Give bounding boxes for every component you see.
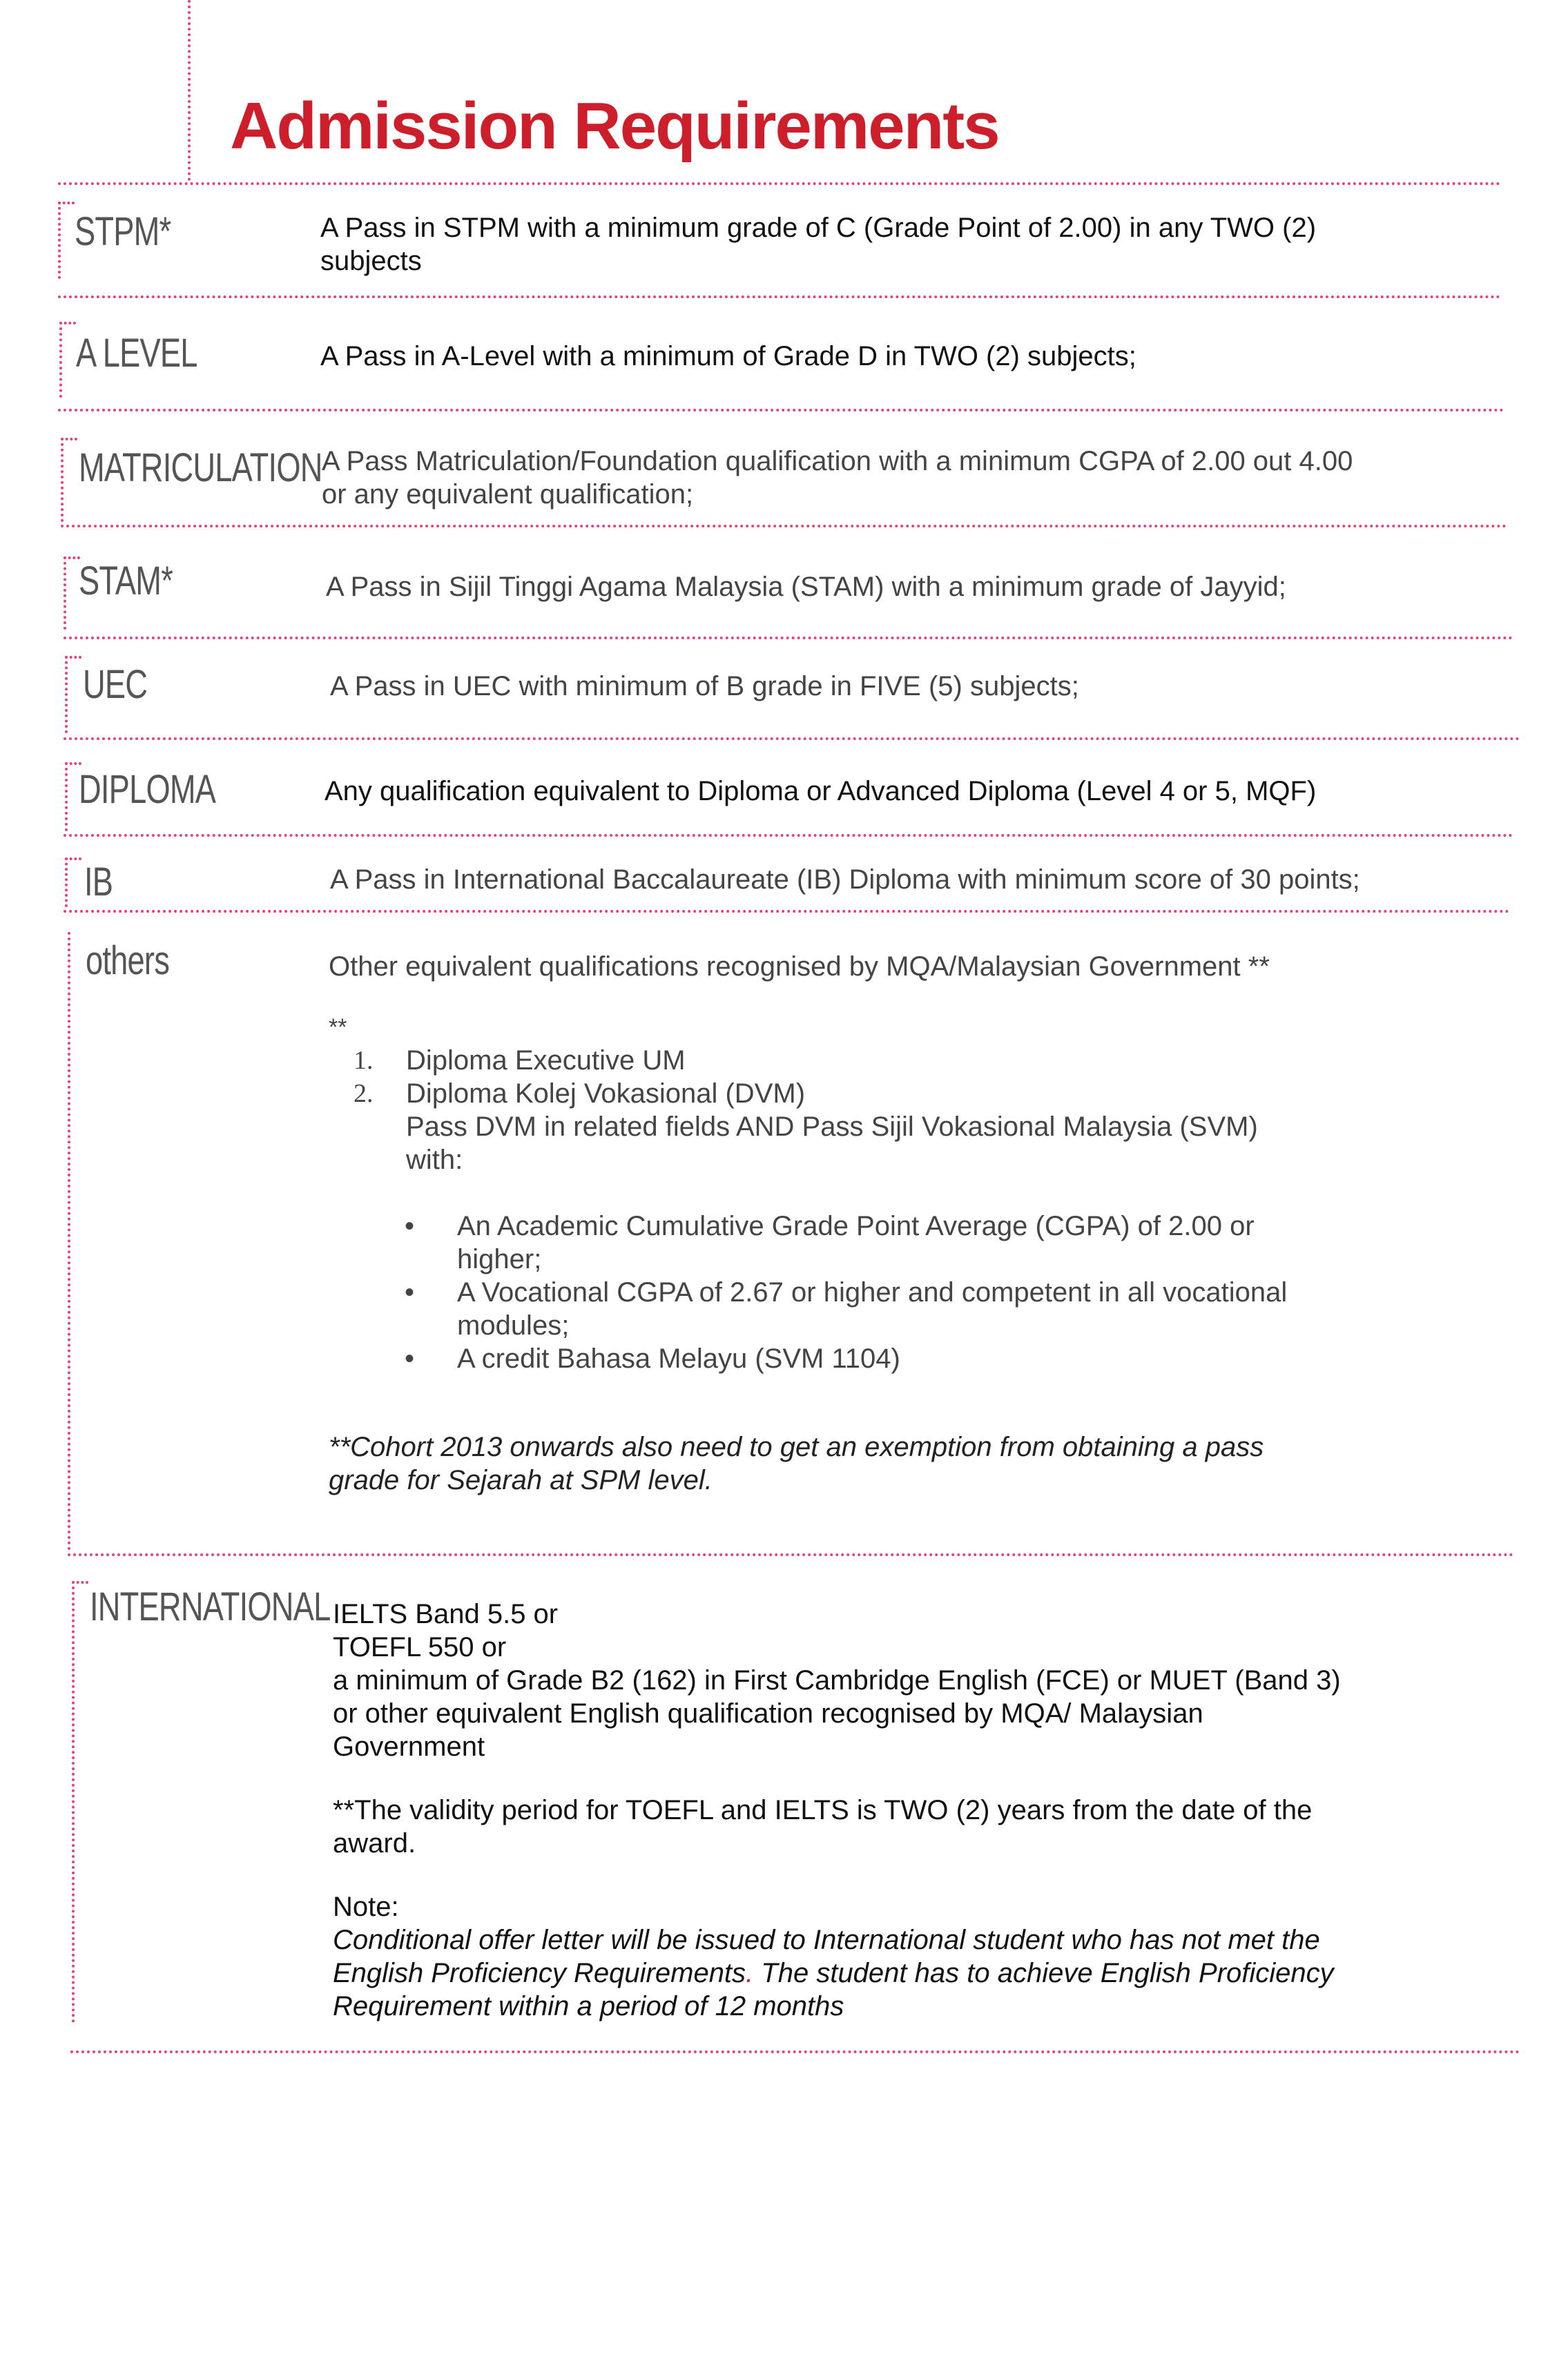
list-item — [329, 1077, 1516, 1110]
uec-requirement — [330, 670, 1435, 703]
a-level-requirement — [320, 340, 1425, 373]
bracket-line — [59, 322, 62, 398]
others-list — [329, 1044, 1516, 1110]
fce-muet-line: a minimum of Grade B2 (162) in First Cambridge English (FCE) or MUET (Band 3) or other equivalent English qualification recognised by MQA/ Malaysian Government — [333, 1665, 1341, 1762]
label-stpm: STPM* — [75, 209, 171, 254]
divider — [58, 409, 1504, 411]
label-a-level: A LEVEL — [76, 331, 197, 376]
list-item — [329, 1276, 1309, 1342]
label-stam: STAM* — [79, 559, 173, 603]
list-item-text: Diploma Executive UM — [406, 1045, 686, 1076]
list-item-number: 2. — [354, 1079, 374, 1108]
svm-bullets — [329, 1210, 1309, 1375]
divider — [64, 737, 1520, 740]
stam-requirement-text: A Pass in Sijil Tinggi Agama Malaysia (STAM) with a minimum grade of Jayyid; — [326, 572, 1286, 602]
stpm-requirement-text: A Pass in STPM with a minimum grade of C (Grade Point of 2.00) in any TWO (2) subjects — [320, 213, 1317, 276]
bracket-line — [61, 438, 64, 522]
note-part-a: Conditional offer letter will be issued to International student who has not met the English Proficiency Requirements — [333, 1925, 1320, 1988]
label-matriculation: MATRICULATION — [79, 445, 322, 490]
conditional-offer-note — [333, 1923, 1341, 2023]
international-requirement — [333, 1598, 1341, 2023]
list-item-number: 1. — [354, 1046, 374, 1075]
cohort-note: **Cohort 2013 onwards also need to get an exemption from obtaining a pass grade for Sejarah at SPM level. — [329, 1432, 1264, 1495]
page-title: Admission Requirements — [230, 89, 999, 163]
bracket-line — [58, 202, 61, 279]
list-item-text: An Academic Cumulative Grade Point Average (CGPA) of 2.00 or higher; — [457, 1211, 1255, 1274]
divider — [64, 834, 1513, 837]
divider — [64, 910, 1510, 913]
divider — [70, 2050, 1520, 2053]
matriculation-requirement-text: A Pass Matriculation/Foundation qualification with a minimum CGPA of 2.00 out 4.00 or any equivalent qualification; — [322, 446, 1353, 510]
divider — [68, 1553, 1514, 1556]
dvm-condition-line1: Pass DVM in related fields AND Pass Sijil Vokasional Malaysia (SVM) — [406, 1112, 1258, 1142]
list-item-text: Diploma Kolej Vokasional (DVM) — [406, 1078, 806, 1109]
diploma-requirement-text: Any qualification equivalent to Diploma or Advanced Diploma (Level 4 or 5, MQF) — [325, 776, 1317, 806]
note-label: Note: — [333, 1892, 399, 1922]
label-others: others — [86, 938, 170, 983]
ielts-line: IELTS Band 5.5 or — [333, 1599, 559, 1629]
bullet-icon: • — [405, 1277, 415, 1308]
note-dot: . — [746, 1958, 754, 1988]
bracket-line — [72, 1581, 75, 2023]
top-vertical-dotted-line — [188, 0, 191, 181]
others-intro: Other equivalent qualifications recognised by MQA/Malaysian Government ** — [329, 951, 1270, 982]
list-item — [329, 1210, 1309, 1276]
others-requirement — [329, 950, 1516, 1497]
divider — [58, 182, 1501, 185]
list-item-text: A credit Bahasa Melayu (SVM 1104) — [457, 1344, 900, 1374]
bracket-line — [65, 656, 68, 733]
list-item — [329, 1342, 1309, 1375]
others-marker: ** — [329, 1014, 347, 1040]
bullet-icon: • — [405, 1211, 415, 1241]
ib-requirement — [330, 863, 1518, 896]
bullet-icon: • — [405, 1344, 415, 1374]
label-ib: IB — [84, 860, 113, 904]
dvm-condition-line2: with: — [406, 1145, 463, 1175]
matriculation-requirement — [322, 445, 1385, 511]
validity-note: **The validity period for TOEFL and IELTS is TWO (2) years from the date of the award. — [333, 1795, 1313, 1859]
divider — [64, 637, 1513, 639]
divider — [61, 525, 1507, 527]
label-international: INTERNATIONAL — [90, 1584, 331, 1629]
bracket-line — [65, 857, 68, 907]
label-uec: UEC — [83, 662, 148, 707]
diploma-requirement — [325, 775, 1512, 808]
a-level-requirement-text: A Pass in A-Level with a minimum of Grade D in TWO (2) subjects; — [320, 341, 1136, 371]
bracket-line — [65, 762, 68, 831]
stpm-requirement — [320, 211, 1397, 278]
label-diploma: DIPLOMA — [79, 767, 216, 812]
list-item — [329, 1044, 1516, 1077]
divider — [58, 295, 1501, 298]
bracket-line — [64, 556, 66, 630]
toefl-line: TOEFL 550 or — [333, 1632, 507, 1662]
stam-requirement — [326, 570, 1444, 603]
list-item-text: A Vocational CGPA of 2.67 or higher and competent in all vocational modules; — [457, 1277, 1288, 1341]
uec-requirement-text: A Pass in UEC with minimum of B grade in FIVE (5) subjects; — [330, 671, 1079, 701]
ib-requirement-text: A Pass in International Baccalaureate (IB) Diploma with minimum score of 30 points; — [330, 864, 1360, 895]
note-part-b: The student has to achieve English Proficiency Requirement within a period of 12 months — [333, 1958, 1334, 2021]
bracket-line — [68, 932, 70, 1551]
